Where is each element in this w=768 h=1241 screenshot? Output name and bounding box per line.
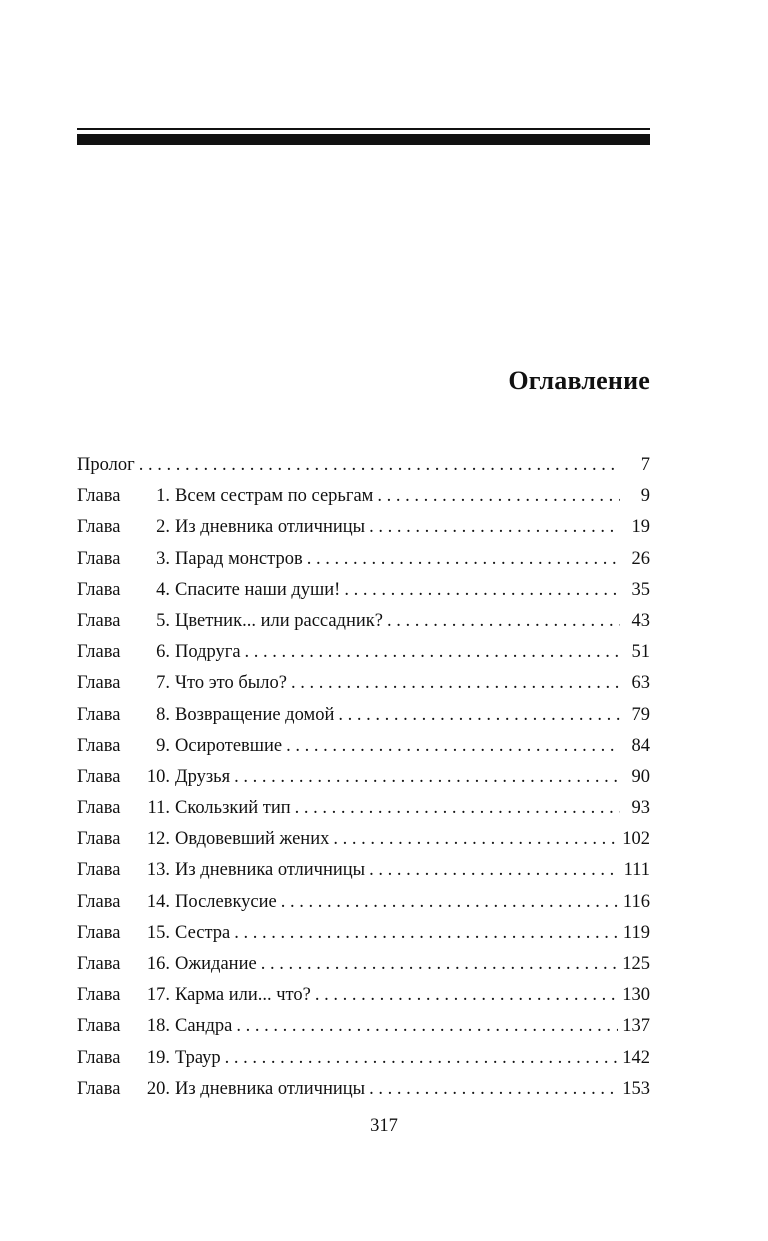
- toc-chapter-number: 12.: [146, 829, 170, 850]
- toc-entry-page: 102: [622, 829, 650, 850]
- toc-entry-title: Послевкусие: [175, 891, 277, 912]
- toc-entry-chapter[interactable]: [77, 731, 650, 762]
- toc-leader-dots: [369, 512, 620, 543]
- toc-entry-title: Ожидание: [175, 954, 257, 974]
- toc-entry-chapter[interactable]: [77, 949, 650, 980]
- toc-entry-chapter[interactable]: [77, 1011, 650, 1042]
- toc-entry-chapter[interactable]: [77, 793, 650, 824]
- toc-leader-dots: [291, 668, 620, 699]
- toc-entry-title: Всем сестрам по серьгам: [175, 486, 374, 507]
- toc-entry-page: 26: [631, 548, 650, 569]
- toc-leader-dots: [245, 637, 620, 668]
- toc-chapter-prefix: Глава: [77, 735, 121, 756]
- toc-leader-dots: [369, 855, 620, 886]
- toc-entry-chapter[interactable]: [77, 918, 650, 949]
- toc-entry-page: 63: [631, 673, 650, 694]
- toc-entry-page: 43: [631, 610, 650, 631]
- toc-leader-dots: [234, 762, 620, 793]
- toc-leader-dots: [261, 949, 619, 980]
- toc-leader-dots: [333, 824, 618, 855]
- toc-leader-dots: [139, 450, 620, 481]
- toc-entry-chapter[interactable]: [77, 575, 650, 606]
- toc-entry-chapter[interactable]: [77, 668, 650, 699]
- toc-chapter-number: 1.: [156, 486, 170, 507]
- toc-entry-page: 119: [622, 922, 650, 943]
- toc-entry-chapter[interactable]: [77, 700, 650, 731]
- toc-chapter-prefix: Глава: [77, 579, 121, 600]
- toc-entry-chapter[interactable]: [77, 887, 650, 918]
- toc-entry-page: 130: [622, 985, 650, 1006]
- toc-entry-title: Сандра: [175, 1016, 233, 1037]
- toc-entry-chapter[interactable]: [77, 1074, 650, 1105]
- table-of-contents: [77, 450, 650, 1105]
- toc-chapter-prefix: Глава: [77, 704, 121, 725]
- toc-entry-page: 125: [622, 954, 650, 974]
- toc-entry-chapter[interactable]: [77, 606, 650, 637]
- toc-entry-title: Сестра: [175, 922, 231, 943]
- toc-leader-dots: [295, 793, 620, 824]
- toc-entry-chapter[interactable]: [77, 855, 650, 886]
- toc-entry-page: 153: [622, 1078, 650, 1099]
- toc-entry-chapter[interactable]: [77, 824, 650, 855]
- toc-chapter-number: 2.: [156, 517, 170, 538]
- toc-chapter-number: 14.: [146, 891, 170, 912]
- toc-leader-dots: [281, 887, 619, 918]
- header-rule-thick: [77, 134, 650, 145]
- toc-chapter-prefix: Глава: [77, 1047, 121, 1068]
- toc-leader-dots: [369, 1074, 618, 1105]
- toc-chapter-number: 10.: [146, 766, 170, 787]
- toc-entry-title: Из дневника отличницы: [175, 517, 366, 538]
- toc-chapter-number: 18.: [146, 1016, 170, 1037]
- toc-entry-page: 90: [631, 766, 650, 787]
- toc-entry-chapter[interactable]: [77, 1043, 650, 1074]
- page-title: Оглавление: [508, 366, 650, 395]
- toc-entry-page: 84: [631, 735, 650, 756]
- toc-chapter-number: 9.: [156, 735, 170, 756]
- toc-chapter-prefix: Глава: [77, 860, 121, 881]
- toc-entry-page: 7: [640, 455, 650, 475]
- toc-entry-title: Возвращение домой: [175, 704, 335, 725]
- toc-chapter-number: 20.: [146, 1078, 170, 1099]
- toc-chapter-prefix: Глава: [77, 954, 121, 974]
- toc-entry-title: Цветник... или рассадник?: [175, 610, 383, 631]
- toc-entry-title: Скользкий тип: [175, 798, 291, 819]
- toc-leader-dots: [234, 918, 619, 949]
- toc-leader-dots: [387, 606, 620, 637]
- toc-entry-title: Парад монстров: [175, 548, 303, 569]
- toc-chapter-number: 16.: [146, 954, 170, 974]
- toc-chapter-prefix: Глава: [77, 642, 121, 663]
- toc-chapter-prefix: Глава: [77, 548, 121, 569]
- toc-entry-title: Карма или... что?: [175, 985, 311, 1006]
- toc-chapter-prefix: Глава: [77, 829, 121, 850]
- header-rule-thin: [77, 128, 650, 130]
- toc-leader-dots: [344, 575, 620, 606]
- toc-chapter-number: 6.: [156, 642, 170, 663]
- toc-entry-page: 93: [631, 798, 650, 819]
- toc-entry-page: 35: [631, 579, 650, 600]
- toc-chapter-number: 3.: [156, 548, 170, 569]
- toc-chapter-number: 4.: [156, 579, 170, 600]
- toc-chapter-prefix: Глава: [77, 517, 121, 538]
- toc-entry-title: Пролог: [77, 455, 135, 475]
- toc-chapter-prefix: Глава: [77, 1016, 121, 1037]
- toc-entry-page: 142: [622, 1047, 650, 1068]
- toc-chapter-prefix: Глава: [77, 486, 121, 507]
- toc-entry-chapter[interactable]: [77, 481, 650, 512]
- toc-entry-prologue[interactable]: [77, 450, 650, 481]
- toc-entry-title: Подруга: [175, 642, 241, 663]
- toc-chapter-number: 17.: [146, 985, 170, 1006]
- toc-chapter-prefix: Глава: [77, 922, 121, 943]
- toc-entry-title: Осиротевшие: [175, 735, 283, 756]
- toc-entry-title: Траур: [175, 1047, 221, 1068]
- toc-entry-chapter[interactable]: [77, 980, 650, 1011]
- toc-chapter-prefix: Глава: [77, 985, 121, 1006]
- toc-entry-title: Друзья: [175, 766, 231, 787]
- toc-chapter-prefix: Глава: [77, 766, 121, 787]
- toc-chapter-prefix: Глава: [77, 1078, 121, 1099]
- toc-entry-page: 116: [622, 891, 650, 912]
- toc-leader-dots: [236, 1011, 618, 1042]
- toc-entry-page: 9: [640, 486, 650, 507]
- toc-chapter-number: 15.: [146, 922, 170, 943]
- toc-entry-page: 111: [623, 860, 650, 881]
- toc-chapter-prefix: Глава: [77, 610, 121, 631]
- toc-leader-dots: [315, 980, 618, 1011]
- toc-entry-page: 51: [631, 642, 650, 663]
- toc-entry-chapter[interactable]: [77, 637, 650, 668]
- toc-entry-title: Что это было?: [175, 673, 287, 694]
- toc-entry-title: Из дневника отличницы: [175, 1078, 366, 1099]
- toc-entry-title: Из дневника отличницы: [175, 860, 366, 881]
- toc-chapter-number: 7.: [156, 673, 170, 694]
- toc-leader-dots: [225, 1043, 619, 1074]
- toc-entry-chapter[interactable]: [77, 512, 650, 543]
- toc-leader-dots: [338, 700, 620, 731]
- toc-chapter-number: 5.: [156, 610, 170, 631]
- toc-entry-chapter[interactable]: [77, 544, 650, 575]
- toc-entry-chapter[interactable]: [77, 762, 650, 793]
- toc-leader-dots: [377, 481, 620, 512]
- toc-entry-title: Овдовевший жених: [175, 829, 330, 850]
- toc-entry-page: 19: [631, 517, 650, 538]
- toc-chapter-number: 19.: [146, 1047, 170, 1068]
- toc-chapter-prefix: Глава: [77, 673, 121, 694]
- toc-entry-title: Спасите наши души!: [175, 579, 341, 600]
- toc-chapter-number: 13.: [146, 860, 170, 881]
- page-number: 317: [370, 1116, 398, 1136]
- toc-entry-page: 79: [631, 704, 650, 725]
- toc-chapter-prefix: Глава: [77, 891, 121, 912]
- toc-chapter-number: 8.: [156, 704, 170, 725]
- chapter-list: [77, 481, 650, 1105]
- toc-chapter-prefix: Глава: [77, 798, 121, 819]
- toc-chapter-number: 11.: [147, 798, 170, 819]
- toc-leader-dots: [307, 544, 620, 575]
- toc-entry-page: 137: [622, 1016, 650, 1037]
- toc-leader-dots: [286, 731, 620, 762]
